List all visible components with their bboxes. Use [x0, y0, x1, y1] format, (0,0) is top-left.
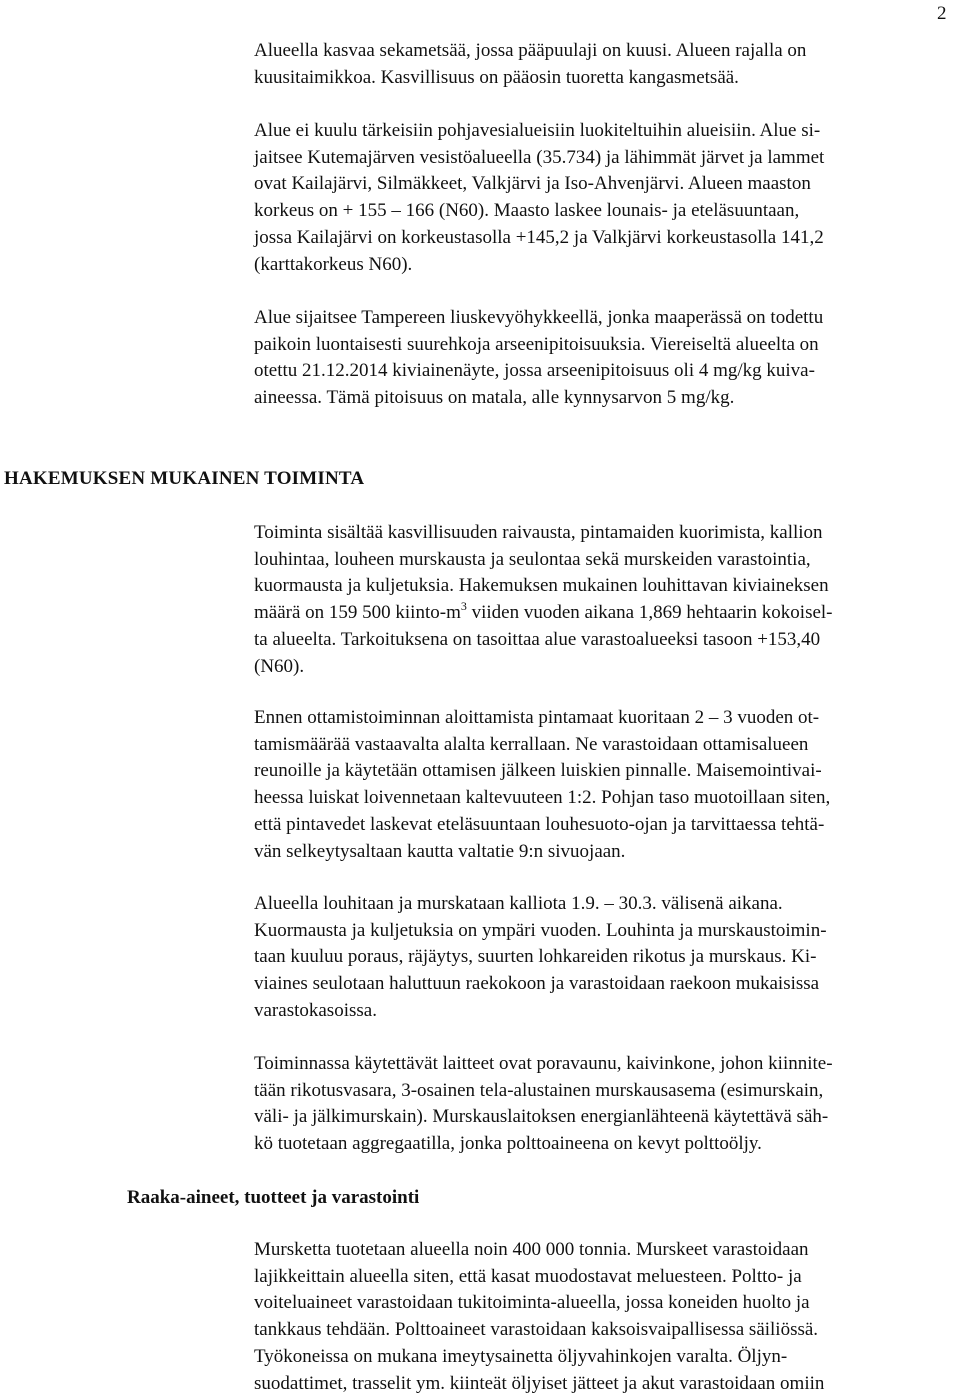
- text-line: heessa luiskat loivennetaan kaltevuuteen 1:2. Pohjan taso muotoillaan siten,: [254, 787, 831, 809]
- text-fragment: määrä on 159 500 kiinto-m: [254, 602, 461, 624]
- text-line: Alueella louhitaan ja murskataan kalliota 1.9. – 30.3. välisenä aikana.: [254, 893, 783, 914]
- text-fragment: viiden vuoden aikana 1,869 hehtaarin kokoisel-: [466, 602, 833, 624]
- text-line: Alueella kasvaa sekametsää, jossa pääpuulaji on kuusi. Alueen rajalla on: [254, 40, 807, 61]
- text-line: tään rikotusvasara, 3-osainen tela-alustainen murskausasema (esimurskain,: [254, 1079, 824, 1101]
- text-line: lajikkeittain alueella siten, että kasat muodostavat meluesteen. Poltto- ja: [254, 1265, 802, 1287]
- text-line: Toiminta sisältää kasvillisuuden raivausta, pintamaiden kuorimista, kallion: [254, 522, 823, 543]
- text-line: aineessa. Tämä pitoisuus on matala, alle kynnysarvon 5 mg/kg.: [254, 387, 735, 409]
- paragraph-equipment: [254, 1051, 954, 1158]
- text-line: kuusitaimikkoa. Kasvillisuus on pääosin tuoretta kangasmetsää.: [254, 66, 739, 88]
- text-line: kö tuotetaan aggregaatilla, jonka polttoaineena on kevyt polttoöljy.: [254, 1133, 762, 1155]
- text-line: paikoin luontaisesti suurehkoja arseenipitoisuuksia. Viereiseltä alueelta on: [254, 333, 819, 355]
- text-line: että pintavedet laskevat eteläsuuntaan louhesuoto-ojan ja tarvittaessa tehtä-: [254, 813, 825, 835]
- text-line: jossa Kailajärvi on korkeustasolla +145,2 ja Valkjärvi korkeustasolla 141,2: [254, 226, 824, 248]
- text-line: väli- ja jälkimurskain). Murskauslaitoksen energianlähteenä käytettävä säh-: [254, 1106, 829, 1128]
- paragraph-storage: [254, 1237, 954, 1397]
- page-number: 2: [937, 3, 947, 24]
- section-heading: HAKEMUKSEN MUKAINEN TOIMINTA: [4, 468, 365, 489]
- subsection-heading: Raaka-aineet, tuotteet ja varastointi: [127, 1187, 420, 1208]
- paragraph-quarrying-schedule: [254, 891, 954, 1025]
- text-line: kuormausta ja kuljetuksia. Hakemuksen mukainen louhittavan kiviaineksen: [254, 575, 829, 597]
- text-line: korkeus on + 155 – 166 (N60). Maasto laskee lounais- ja eteläsuuntaan,: [254, 200, 800, 222]
- text-line: vän selkeytysaltaan kautta valtatie 9:n sivuojaan.: [254, 840, 626, 862]
- text-line: Kuormausta ja kuljetuksia on ympäri vuoden. Louhinta ja murskaustoimin-: [254, 919, 827, 941]
- text-line: suodattimet, trasselit ym. kiinteät öljyiset jätteet ja akut varastoidaan omiin: [254, 1372, 825, 1394]
- text-line: (karttakorkeus N60).: [254, 253, 413, 275]
- paragraph-groundwater: [254, 118, 954, 278]
- text-line: otettu 21.12.2014 kiviainenäyte, jossa arseenipitoisuus oli 4 mg/kg kuiva-: [254, 360, 815, 382]
- text-line: Ennen ottamistoiminnan aloittamista pintamaat kuoritaan 2 – 3 vuoden ot-: [254, 707, 820, 728]
- text-line-volume: [254, 600, 954, 627]
- text-line: jaitsee Kutemajärven vesistöalueella (35.734) ja lähimmät järvet ja lammet: [254, 146, 825, 168]
- text-line: reunoille ja käytetään ottamisen jälkeen luiskien pinnalle. Maisemointivai-: [254, 760, 822, 782]
- superscript: 3: [460, 599, 467, 614]
- paragraph-arsenic: [254, 305, 954, 412]
- text-line: ovat Kailajärvi, Silmäkkeet, Valkjärvi ja Iso-Ahvenjärvi. Alueen maaston: [254, 173, 811, 195]
- text-line: Alue ei kuulu tärkeisiin pohjavesialueisiin luokiteltuihin alueisiin. Alue si-: [254, 120, 821, 141]
- text-line: varastokasoissa.: [254, 999, 377, 1021]
- text-line: taan kuuluu poraus, räjäytys, suurten lohkareiden rikotus ja murskaus. Ki-: [254, 946, 817, 968]
- paragraph-vegetation: [254, 38, 954, 91]
- text-line: tamismäärää vastaavalta alalta kerrallaan. Ne varastoidaan ottamisalueen: [254, 733, 809, 755]
- text-line: tankkaus tehdään. Polttoaineet varastoidaan kaksoisvaipallisessa säiliössä.: [254, 1319, 819, 1341]
- text-line: (N60).: [254, 655, 305, 677]
- text-line: louhintaa, louheen murskausta ja seulontaa sekä murskeiden varastointia,: [254, 548, 811, 570]
- paragraph-operations: [254, 520, 954, 680]
- text-line: ta alueelta. Tarkoituksena on tasoittaa alue varastoalueeksi tasoon +153,40: [254, 628, 821, 650]
- text-line: viaines seulotaan haluttuun raekokoon ja varastoidaan raekoon mukaisissa: [254, 973, 820, 995]
- text-line: Alue sijaitsee Tampereen liuskevyöhykkeellä, jonka maaperässä on todettu: [254, 307, 824, 328]
- text-line: Työkoneissa on mukana imeytysainetta öljyvahinkojen varalta. Öljyn-: [254, 1345, 788, 1367]
- text-line: Toiminnassa käytettävät laitteet ovat poravaunu, kaivinkone, johon kiinnite-: [254, 1053, 833, 1074]
- text-line: Mursketta tuotetaan alueella noin 400 000 tonnia. Murskeet varastoidaan: [254, 1239, 809, 1260]
- text-line: voiteluaineet varastoidaan tukitoiminta-alueella, jossa koneiden huolto ja: [254, 1292, 810, 1314]
- paragraph-soil-stripping: [254, 705, 954, 865]
